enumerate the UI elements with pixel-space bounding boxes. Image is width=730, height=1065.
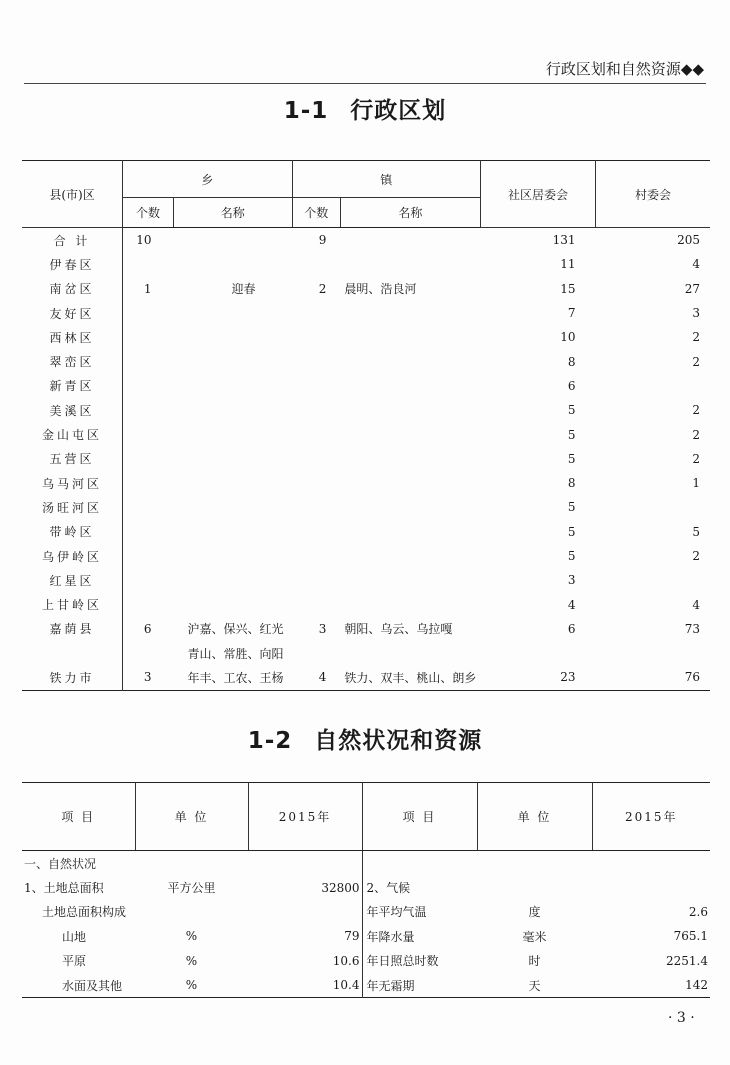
header-year: 2015年 xyxy=(592,783,710,851)
header-unit: 单 位 xyxy=(135,783,248,851)
table-cell: 土地总面积构成 xyxy=(42,905,127,920)
table-cell: 5 xyxy=(567,451,576,466)
table-cell: 美溪区 xyxy=(22,398,123,422)
table-cell xyxy=(174,592,293,616)
table-cell: 7 xyxy=(567,306,576,321)
table-row xyxy=(22,900,710,924)
table-cell: 一、自然状况 xyxy=(24,856,97,871)
header-xiang: 乡 xyxy=(123,161,293,198)
table-cell: % xyxy=(185,978,198,993)
table-row xyxy=(22,349,710,373)
table-row xyxy=(22,665,710,690)
table-cell: 上甘岭区 xyxy=(22,592,123,616)
table-cell xyxy=(174,422,293,446)
table-cell: 时 xyxy=(528,954,541,969)
table-cell: 年无霜期 xyxy=(366,978,415,993)
table-cell xyxy=(174,447,293,471)
page-number: · 3 · xyxy=(668,1010,695,1026)
table-cell: 2 xyxy=(692,549,700,563)
table-cell xyxy=(340,398,480,422)
table-cell xyxy=(340,325,480,349)
table-cell: 5 xyxy=(692,524,700,539)
table-cell: 水面及其他 xyxy=(62,978,123,993)
table-cell xyxy=(292,568,340,592)
table-cell: 10 xyxy=(136,233,152,248)
table-cell xyxy=(174,301,293,325)
table-cell xyxy=(123,349,174,373)
table-cell: 79 xyxy=(248,924,362,948)
table-row xyxy=(22,592,710,616)
table-cell: 迎春 xyxy=(231,282,256,297)
table-cell xyxy=(174,520,293,544)
table-cell: 10.4 xyxy=(248,973,362,998)
table-cell xyxy=(592,851,710,876)
table-cell xyxy=(340,495,480,519)
table-row xyxy=(22,277,710,301)
header-village: 村委会 xyxy=(595,161,710,228)
header-zhen-name: 名称 xyxy=(340,198,480,228)
table-cell xyxy=(123,568,174,592)
table-cell: 10.6 xyxy=(248,949,362,973)
table-cell: 度 xyxy=(528,905,541,920)
section-number: 1-2 xyxy=(247,728,293,754)
table-cell: 3 xyxy=(318,621,327,636)
table-cell xyxy=(292,252,340,276)
section-title-1 xyxy=(0,92,730,125)
table-cell xyxy=(292,592,340,616)
header-year: 2015年 xyxy=(248,783,362,851)
table-cell xyxy=(174,471,293,495)
table-cell: 27 xyxy=(684,281,700,296)
table-row xyxy=(22,228,710,253)
table-cell: 5 xyxy=(567,427,576,442)
table-cell: 2、气候 xyxy=(366,881,411,896)
table-cell: 8 xyxy=(567,354,576,369)
table-cell xyxy=(174,374,293,398)
table-cell: 32800 xyxy=(248,875,362,899)
table-cell: 10 xyxy=(560,330,576,345)
table-cell xyxy=(477,875,592,899)
table-cell xyxy=(292,422,340,446)
table-cell xyxy=(22,641,123,665)
table-cell xyxy=(174,252,293,276)
table-cell xyxy=(123,301,174,325)
table-cell xyxy=(595,374,710,398)
table-cell: 2 xyxy=(692,403,700,418)
table-cell: 2 xyxy=(318,281,327,296)
table-cell xyxy=(340,520,480,544)
section-title-text: 行政区划 xyxy=(350,98,447,124)
table-cell xyxy=(340,422,480,446)
table-cell xyxy=(340,374,480,398)
table-cell: 5 xyxy=(567,549,576,563)
table-row xyxy=(22,617,710,641)
table-cell: 铁力、双丰、桃山、朗乡 xyxy=(344,670,477,685)
table-cell xyxy=(135,900,248,924)
table-cell xyxy=(174,228,293,253)
table-cell: 4 xyxy=(692,597,700,612)
table-cell: 平原 xyxy=(62,954,87,969)
table-cell xyxy=(123,471,174,495)
table-cell: 嘉荫县 xyxy=(22,617,123,641)
table-cell xyxy=(340,447,480,471)
table-cell xyxy=(123,398,174,422)
table-cell: 11 xyxy=(560,257,576,272)
table-cell: 铁力市 xyxy=(22,665,123,690)
table-cell: 毫米 xyxy=(522,929,547,944)
table-row xyxy=(22,641,710,665)
header-item: 项 目 xyxy=(362,783,477,851)
table-cell xyxy=(123,325,174,349)
table-cell xyxy=(174,398,293,422)
table-cell: 9 xyxy=(318,233,327,248)
table-row xyxy=(22,374,710,398)
natural-resources-table xyxy=(22,782,710,998)
table-cell: 天 xyxy=(528,978,541,993)
table-cell xyxy=(340,471,480,495)
header-unit: 单 位 xyxy=(477,783,592,851)
table-cell xyxy=(292,520,340,544)
table-cell: 西林区 xyxy=(22,325,123,349)
table-row xyxy=(22,398,710,422)
table-cell: 6 xyxy=(143,621,152,636)
table-cell xyxy=(292,325,340,349)
table-row xyxy=(22,851,710,876)
table-cell xyxy=(340,228,480,253)
table-cell xyxy=(248,900,362,924)
table-cell: 8 xyxy=(567,476,576,491)
table-cell: 沪嘉、保兴、红光 xyxy=(187,622,284,637)
table-cell: 南岔区 xyxy=(22,277,123,301)
table-row xyxy=(22,447,710,471)
table-cell: 23 xyxy=(560,670,576,685)
table-cell: 1 xyxy=(692,476,700,491)
table-cell: 5 xyxy=(567,524,576,539)
table-cell: 2 xyxy=(692,427,700,442)
table-cell xyxy=(595,641,710,665)
table-cell: 1 xyxy=(143,281,152,296)
table-cell: 4 xyxy=(567,597,576,612)
table-cell xyxy=(135,851,248,876)
table-cell: 山地 xyxy=(62,929,87,944)
table-cell: 2 xyxy=(692,354,700,369)
table-row xyxy=(22,544,710,568)
table-cell xyxy=(123,374,174,398)
table-cell xyxy=(292,301,340,325)
table-cell xyxy=(174,325,293,349)
header-rule xyxy=(24,83,706,84)
table-cell xyxy=(595,495,710,519)
table-cell xyxy=(480,641,595,665)
table-cell: 5 xyxy=(567,403,576,418)
table-cell xyxy=(362,851,477,876)
header-item: 项 目 xyxy=(22,783,135,851)
table-cell: 乌马河区 xyxy=(22,471,123,495)
table-cell: 765.1 xyxy=(673,929,708,944)
table-cell xyxy=(174,349,293,373)
table-cell xyxy=(477,851,592,876)
table-cell xyxy=(123,447,174,471)
table-cell xyxy=(340,641,480,665)
admin-division-table xyxy=(22,160,710,691)
table-cell xyxy=(292,374,340,398)
table-row xyxy=(22,875,710,899)
section-number: 1-1 xyxy=(283,98,329,124)
table-cell: 76 xyxy=(684,670,700,685)
table-cell xyxy=(123,495,174,519)
table-cell: 3 xyxy=(692,306,700,321)
table-row xyxy=(22,301,710,325)
table-cell: 2 xyxy=(692,330,700,345)
table-cell: 3 xyxy=(567,573,576,588)
table-cell: 乌伊岭区 xyxy=(22,544,123,568)
table-cell: 友好区 xyxy=(22,301,123,325)
table-cell: % xyxy=(185,929,198,944)
table-cell xyxy=(340,568,480,592)
table-cell xyxy=(174,495,293,519)
table-cell: 4 xyxy=(692,257,700,272)
table-cell xyxy=(123,252,174,276)
table-cell xyxy=(340,592,480,616)
table-cell: 新青区 xyxy=(22,374,123,398)
table-cell xyxy=(595,568,710,592)
table-row xyxy=(22,973,710,998)
table-cell xyxy=(123,544,174,568)
table-row xyxy=(22,568,710,592)
running-header: 行政区划和自然资源◆◆ xyxy=(545,60,704,78)
table-cell xyxy=(292,447,340,471)
header-community: 社区居委会 xyxy=(480,161,595,228)
table-row xyxy=(22,949,710,973)
table-cell xyxy=(123,422,174,446)
table-cell: % xyxy=(185,953,198,968)
table-row xyxy=(22,924,710,948)
table-cell xyxy=(123,592,174,616)
table-cell xyxy=(174,568,293,592)
table-cell: 2251.4 xyxy=(666,953,708,968)
table-cell: 15 xyxy=(560,281,576,296)
header-zhen-count: 个数 xyxy=(292,198,340,228)
table-cell xyxy=(592,875,710,899)
table-cell xyxy=(292,495,340,519)
table-cell: 晨明、浩良河 xyxy=(344,282,417,297)
section-title-2 xyxy=(0,722,730,755)
table-cell xyxy=(340,252,480,276)
table-cell: 带岭区 xyxy=(22,520,123,544)
table-cell: 73 xyxy=(684,621,700,636)
table-row xyxy=(22,495,710,519)
table-cell xyxy=(292,641,340,665)
table-cell: 6 xyxy=(567,378,576,393)
table-cell: 合 计 xyxy=(22,228,123,253)
table-cell: 4 xyxy=(318,670,327,685)
table-row xyxy=(22,422,710,446)
table-cell: 205 xyxy=(677,233,700,248)
table-cell: 金山屯区 xyxy=(22,422,123,446)
table-cell xyxy=(123,641,174,665)
table-cell xyxy=(248,851,362,876)
table-cell: 年丰、工农、王杨 xyxy=(187,670,284,685)
table-cell: 青山、常胜、向阳 xyxy=(187,646,284,661)
table-cell: 2 xyxy=(692,451,700,466)
table-cell: 汤旺河区 xyxy=(22,495,123,519)
table-cell: 131 xyxy=(552,233,576,248)
table-cell: 年降水量 xyxy=(366,929,415,944)
table-cell xyxy=(340,544,480,568)
header-county: 县(市)区 xyxy=(22,161,123,228)
table-cell: 1、土地总面积 xyxy=(24,881,104,896)
table-cell: 年日照总时数 xyxy=(366,954,439,969)
header-xiang-name: 名称 xyxy=(174,198,293,228)
table-cell: 红星区 xyxy=(22,568,123,592)
header-zhen: 镇 xyxy=(292,161,480,198)
table-cell: 年平均气温 xyxy=(366,905,427,920)
table-cell xyxy=(292,544,340,568)
table-cell xyxy=(174,544,293,568)
header-xiang-count: 个数 xyxy=(123,198,174,228)
table-cell: 5 xyxy=(567,500,576,515)
table-cell xyxy=(123,520,174,544)
table-cell: 平方公里 xyxy=(167,881,216,896)
section-title-text: 自然状况和资源 xyxy=(314,728,483,754)
table-cell: 五营区 xyxy=(22,447,123,471)
table-row xyxy=(22,471,710,495)
table-row xyxy=(22,252,710,276)
table-cell xyxy=(292,349,340,373)
table-cell: 3 xyxy=(143,670,152,685)
table-row xyxy=(22,325,710,349)
table-cell: 2.6 xyxy=(688,904,708,919)
table-cell: 伊春区 xyxy=(22,252,123,276)
table-cell xyxy=(340,349,480,373)
table-cell: 翠峦区 xyxy=(22,349,123,373)
table-cell: 142 xyxy=(685,978,708,993)
table-cell: 6 xyxy=(567,621,576,636)
table-cell: 朝阳、乌云、乌拉嘎 xyxy=(344,622,453,637)
table-row xyxy=(22,520,710,544)
table-cell xyxy=(292,471,340,495)
table-cell xyxy=(340,301,480,325)
table-cell xyxy=(292,398,340,422)
